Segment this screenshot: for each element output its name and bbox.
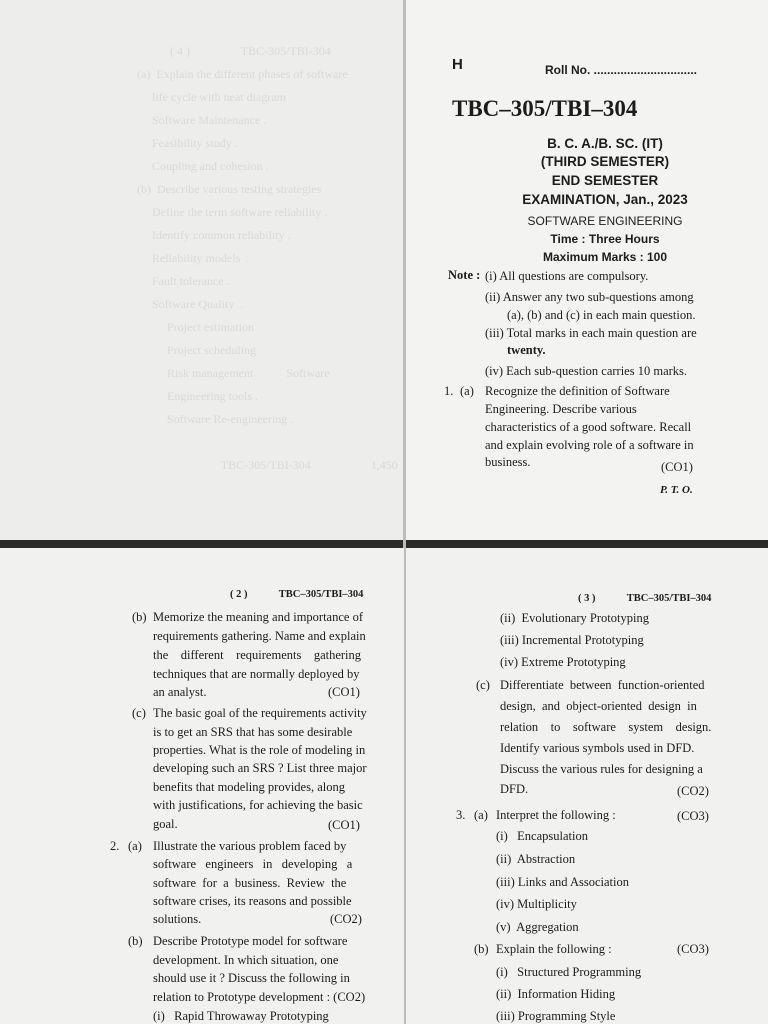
question-3b-label: (b) (474, 942, 489, 956)
please-turn-over: P. T. O. (660, 484, 693, 496)
question-2a-label: (a) (128, 839, 142, 853)
question-1a-line: characteristics of a good software. Recall (485, 420, 692, 434)
page-3-sheet (406, 548, 768, 1024)
question-3a-subitem: (ii) Abstraction (496, 852, 576, 866)
course-outcome-tag: (CO2) (677, 784, 709, 798)
question-2a-line: software engineers in developing a (153, 857, 353, 871)
exam-line-2: EXAMINATION, Jan., 2023 (522, 192, 688, 207)
question-2b-line: Describe Prototype model for software (153, 934, 348, 948)
question-1a-line: and explain evolving role of a software in (485, 438, 694, 452)
question-1b-line: the different requirements gathering (153, 648, 362, 662)
question-1a-line: Engineering. Describe various (485, 402, 637, 416)
question-2b-subitem: (iv) Extreme Prototyping (500, 655, 626, 669)
question-2a-line: Illustrate the various problem faced by (153, 839, 347, 853)
maximum-marks: Maximum Marks : 100 (542, 250, 668, 264)
semester: (THIRD SEMESTER) (540, 154, 670, 169)
question-2c-label: (c) (476, 678, 490, 692)
question-1a-label: (a) (460, 384, 474, 398)
course-outcome-tag: (CO1) (328, 685, 360, 699)
page-2-sheet (0, 548, 404, 1024)
back-page-sheet (0, 0, 405, 540)
question-1c-line: properties. What is the role of modeling in (153, 743, 366, 757)
question-3a-subitem: (v) Aggregation (496, 920, 579, 934)
question-1b-line: requirements gathering. Name and explain (153, 629, 366, 643)
note-i: (i) All questions are compulsory. (485, 269, 649, 283)
course-outcome-tag: (CO1) (328, 818, 360, 832)
subject-name: SOFTWARE ENGINEERING (527, 214, 683, 228)
question-1b-line: Memorize the meaning and importance of (153, 610, 363, 624)
question-2b-line: should use it ? Discuss the following in (153, 971, 350, 985)
note-ii-cont: (a), (b) and (c) in each main question. (507, 308, 696, 322)
question-2c-line: relation to software system design. (500, 720, 712, 734)
question-1b-line: techniques that are normally deployed by (153, 667, 360, 681)
question-2c-line: design, and object-oriented design in (500, 699, 697, 713)
page-3-header: ( 3 ) TBC–305/TBI–304 (578, 593, 712, 604)
question-3a-subitem: (i) Encapsulation (496, 829, 588, 843)
course-outcome-tag: (CO1) (661, 460, 693, 474)
question-3b-subitem: (iii) Programming Style (496, 1009, 616, 1023)
question-1c-line: goal. (153, 817, 178, 831)
paper-code-title: TBC–305/TBI–304 (452, 96, 638, 121)
question-3a-text: Interpret the following : (496, 808, 616, 822)
note-ii: (ii) Answer any two sub-questions among (485, 290, 694, 304)
course-name: B. C. A./B. SC. (IT) (547, 136, 663, 151)
question-2a-line: software crises, its reasons and possible (153, 894, 352, 908)
question-2b-label: (b) (128, 934, 143, 948)
question-2a-line: solutions. (153, 912, 202, 926)
question-2c-line: Discuss the various rules for designing a (500, 762, 703, 776)
question-1c-line: with justifications, for achieving the basic (153, 798, 363, 812)
question-3b-text: Explain the following : (496, 942, 612, 956)
note-iii-cont: twenty. (507, 343, 546, 357)
course-outcome-tag: (CO3) (677, 809, 709, 823)
question-3b-subitem: (i) Structured Programming (496, 965, 642, 979)
question-2-number: 2. (110, 839, 120, 853)
question-1c-line: developing such an SRS ? List three major (153, 761, 367, 775)
question-1b-label: (b) (132, 610, 147, 624)
question-1c-label: (c) (132, 706, 146, 720)
question-3a-subitem: (iv) Multiplicity (496, 897, 577, 911)
question-1c-line: is to get an SRS that has some desirable (153, 725, 353, 739)
question-2b-subitem: (i) Rapid Throwaway Prototyping (153, 1009, 329, 1023)
question-3a-subitem: (iii) Links and Association (496, 875, 629, 889)
question-2a-line: software for a business. Review the (153, 876, 347, 890)
question-2c-line: Identify various symbols used in DFD. (500, 741, 695, 755)
question-1a-line: Recognize the definition of Software (485, 384, 670, 398)
question-2c-line: Differentiate between function-oriented (500, 678, 705, 692)
question-2b-subitem: (iii) Incremental Prototyping (500, 633, 644, 647)
question-1-number: 1. (444, 384, 454, 398)
set-code: H (452, 56, 463, 73)
question-1c-line: The basic goal of the requirements activity (153, 706, 367, 720)
question-1c-line: benefits that modeling provides, along (153, 780, 345, 794)
note-iii: (iii) Total marks in each main question are (485, 326, 697, 340)
question-2c-line: DFD. (500, 782, 529, 796)
page-2-header: ( 2 ) TBC–305/TBI–304 (230, 589, 364, 600)
exam-line-1: END SEMESTER (551, 173, 659, 188)
exam-time: Time : Three Hours (550, 232, 660, 246)
question-2b-line: development. In which situation, one (153, 953, 339, 967)
course-outcome-tag: (CO2) (330, 912, 362, 926)
question-2b-subitem: (ii) Evolutionary Prototyping (500, 611, 649, 625)
note-iv: (iv) Each sub-question carries 10 marks. (485, 364, 688, 378)
question-3-number: 3. (456, 808, 466, 822)
question-1b-line: an analyst. (153, 685, 207, 699)
show-through-text: ( 4 ) TBC-305/TBI-304 (a) Explain the different phases of software life cycle with neat diagram Software Maintenance . Feasibility study . Coupling and cohesion . (b) Describe various testing strategies Define the term software reliability . Identify common reliability . Reliability models . Fault tolerance . Software Quality . Project estimation Project scheduling Risk management Software Engineering tools . Software Re-engineering . TBC-305/TBI-304 1,450 (137, 44, 398, 472)
note-label: Note : (448, 268, 481, 282)
scan-divider (0, 540, 768, 548)
question-3b-subitem: (ii) Information Hiding (496, 987, 616, 1001)
roll-number-field: Roll No. ............................... (545, 63, 698, 77)
course-outcome-tag: (CO3) (677, 942, 709, 956)
question-3a-label: (a) (474, 808, 488, 822)
page-1-sheet (405, 0, 768, 540)
question-2b-line: relation to Prototype development : (CO2) (153, 990, 366, 1004)
question-1a-line: business. (485, 455, 531, 469)
